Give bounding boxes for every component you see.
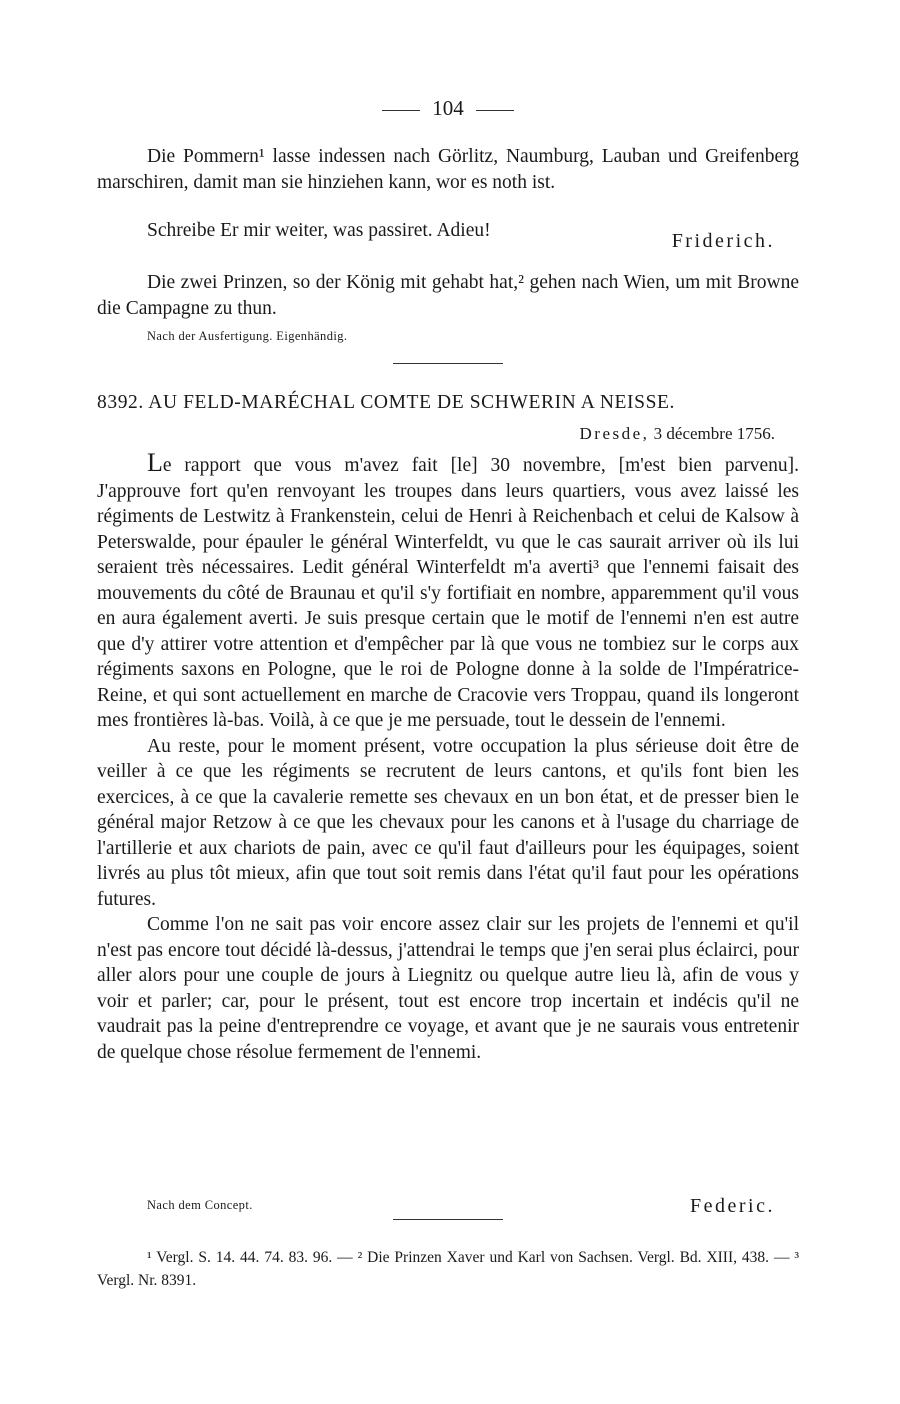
document-heading: 8392. AU FELD-MARÉCHAL COMTE DE SCHWERIN A NEISSE. [97, 392, 675, 413]
document-paragraph-1 [97, 450, 799, 734]
previous-letter-signature: Friderich. [671, 230, 775, 252]
previous-letter-text: Die Pommern¹ lasse indessen nach Görlitz, Naumburg, Lauban und Greifenberg marschiren, damit man sie hinziehen kann, wor es noth ist. [97, 146, 799, 193]
footnote-divider [393, 1219, 503, 1220]
footnotes-text: ¹ Vergl. S. 14. 44. 74. 83. 96. — ² Die Prinzen Xaver und Karl von Sachsen. Vergl. Bd. XIII, 438. — ³ Vergl. Nr. 8391. [97, 1249, 799, 1289]
previous-letter-source-note: Nach der Ausfertigung. Eigenhändig. [147, 329, 348, 343]
previous-letter-paragraph [97, 144, 799, 195]
footnotes [97, 1246, 799, 1292]
postscript-paragraph [97, 270, 799, 321]
document-date-place: Dresde, [579, 424, 650, 443]
document-paragraph-1-text: e rapport que vous m'avez fait [le] 30 novembre, [m'est bien parvenu]. J'approuve fort qu'en renvoyant les troupes dans leurs quartiers, vous avez laissé les régiments de Lestwitz à Frankenstein, celui de Henri à Reichenbach et celui de Kalsow à Peterswalde, pour épauler le général Winterfeldt, vu que le cas saurait arriver où ils lui seraient très nécessaires. Ledit général Winterfeldt m'a averti³ que l'ennemi faisait des mouvements du côté de Braunau et qu'il s'y fortifiait en nombre, apparemment qu'il vous en aura également averti. Je suis presque certain que le motif de l'ennemi n'en est autre que d'y attirer votre attention et d'empêcher par là que vous ne tombiez sur le corps aux régiments saxons en Pologne, que le roi de Pologne donne à la solde de l'Impératrice-Reine, et qui sont actuellement en marche de Cracovie vers Troppau, quand ils longeront mes frontières là-bas. Voilà, à ce que je me persuade, tout le dessein de l'ennemi. [97, 455, 799, 731]
document-date-day: 3 décembre 1756. [649, 424, 775, 443]
page-number: 104 [432, 96, 464, 120]
page-number-dash-left [382, 110, 420, 111]
page-number-line [97, 96, 799, 121]
document-signature: Federic. [690, 1195, 775, 1217]
postscript-text: Die zwei Prinzen, so der König mit gehabt hat,² gehen nach Wien, um mit Browne die Campagne zu thun. [97, 272, 799, 319]
section-divider [393, 363, 503, 364]
drop-cap: L [147, 448, 163, 477]
document-date [580, 424, 775, 444]
page-number-dash-right [476, 110, 514, 111]
document-source-note: Nach dem Concept. [147, 1198, 253, 1212]
previous-letter-closing: Schreibe Er mir weiter, was passiret. Adieu! [147, 220, 491, 241]
document-paragraph-2: Au reste, pour le moment présent, votre occupation la plus sérieuse doit être de veiller à ce que les régiments se recrutent de leurs cantons, et qu'ils font bien les exercices, à ce que la cavalerie remette ses chevaux en un bon état, et de presser bien le général major Retzow à ce que les chevaux pour les canons et à l'usage du charriage de l'artillerie et aux chariots de pain, avec ce qu'il faut d'ailleurs pour les équipages, soient livrés au plus tôt mieux, afin que tout soit remis dans l'état qu'il faut pour les opérations futures. [97, 735, 799, 910]
document-paragraph-3: Comme l'on ne sait pas voir encore assez clair sur les projets de l'ennemi et qu'il n'est pas encore tout décidé là-dessus, j'attendrai le temps que j'en serai plus éclairci, pour aller alors pour une couple de jours à Liegnitz ou quelque autre lieu là, afin de vous y voir et parler; car, pour le présent, tout est encore trop incertain et indécis qu'il ne vaudrait pas la peine d'entreprendre ce voyage, et avant que je ne saurais vous entretenir de quelque chose résolue fermement de l'ennemi. [97, 914, 799, 1063]
document-body [97, 450, 799, 1065]
